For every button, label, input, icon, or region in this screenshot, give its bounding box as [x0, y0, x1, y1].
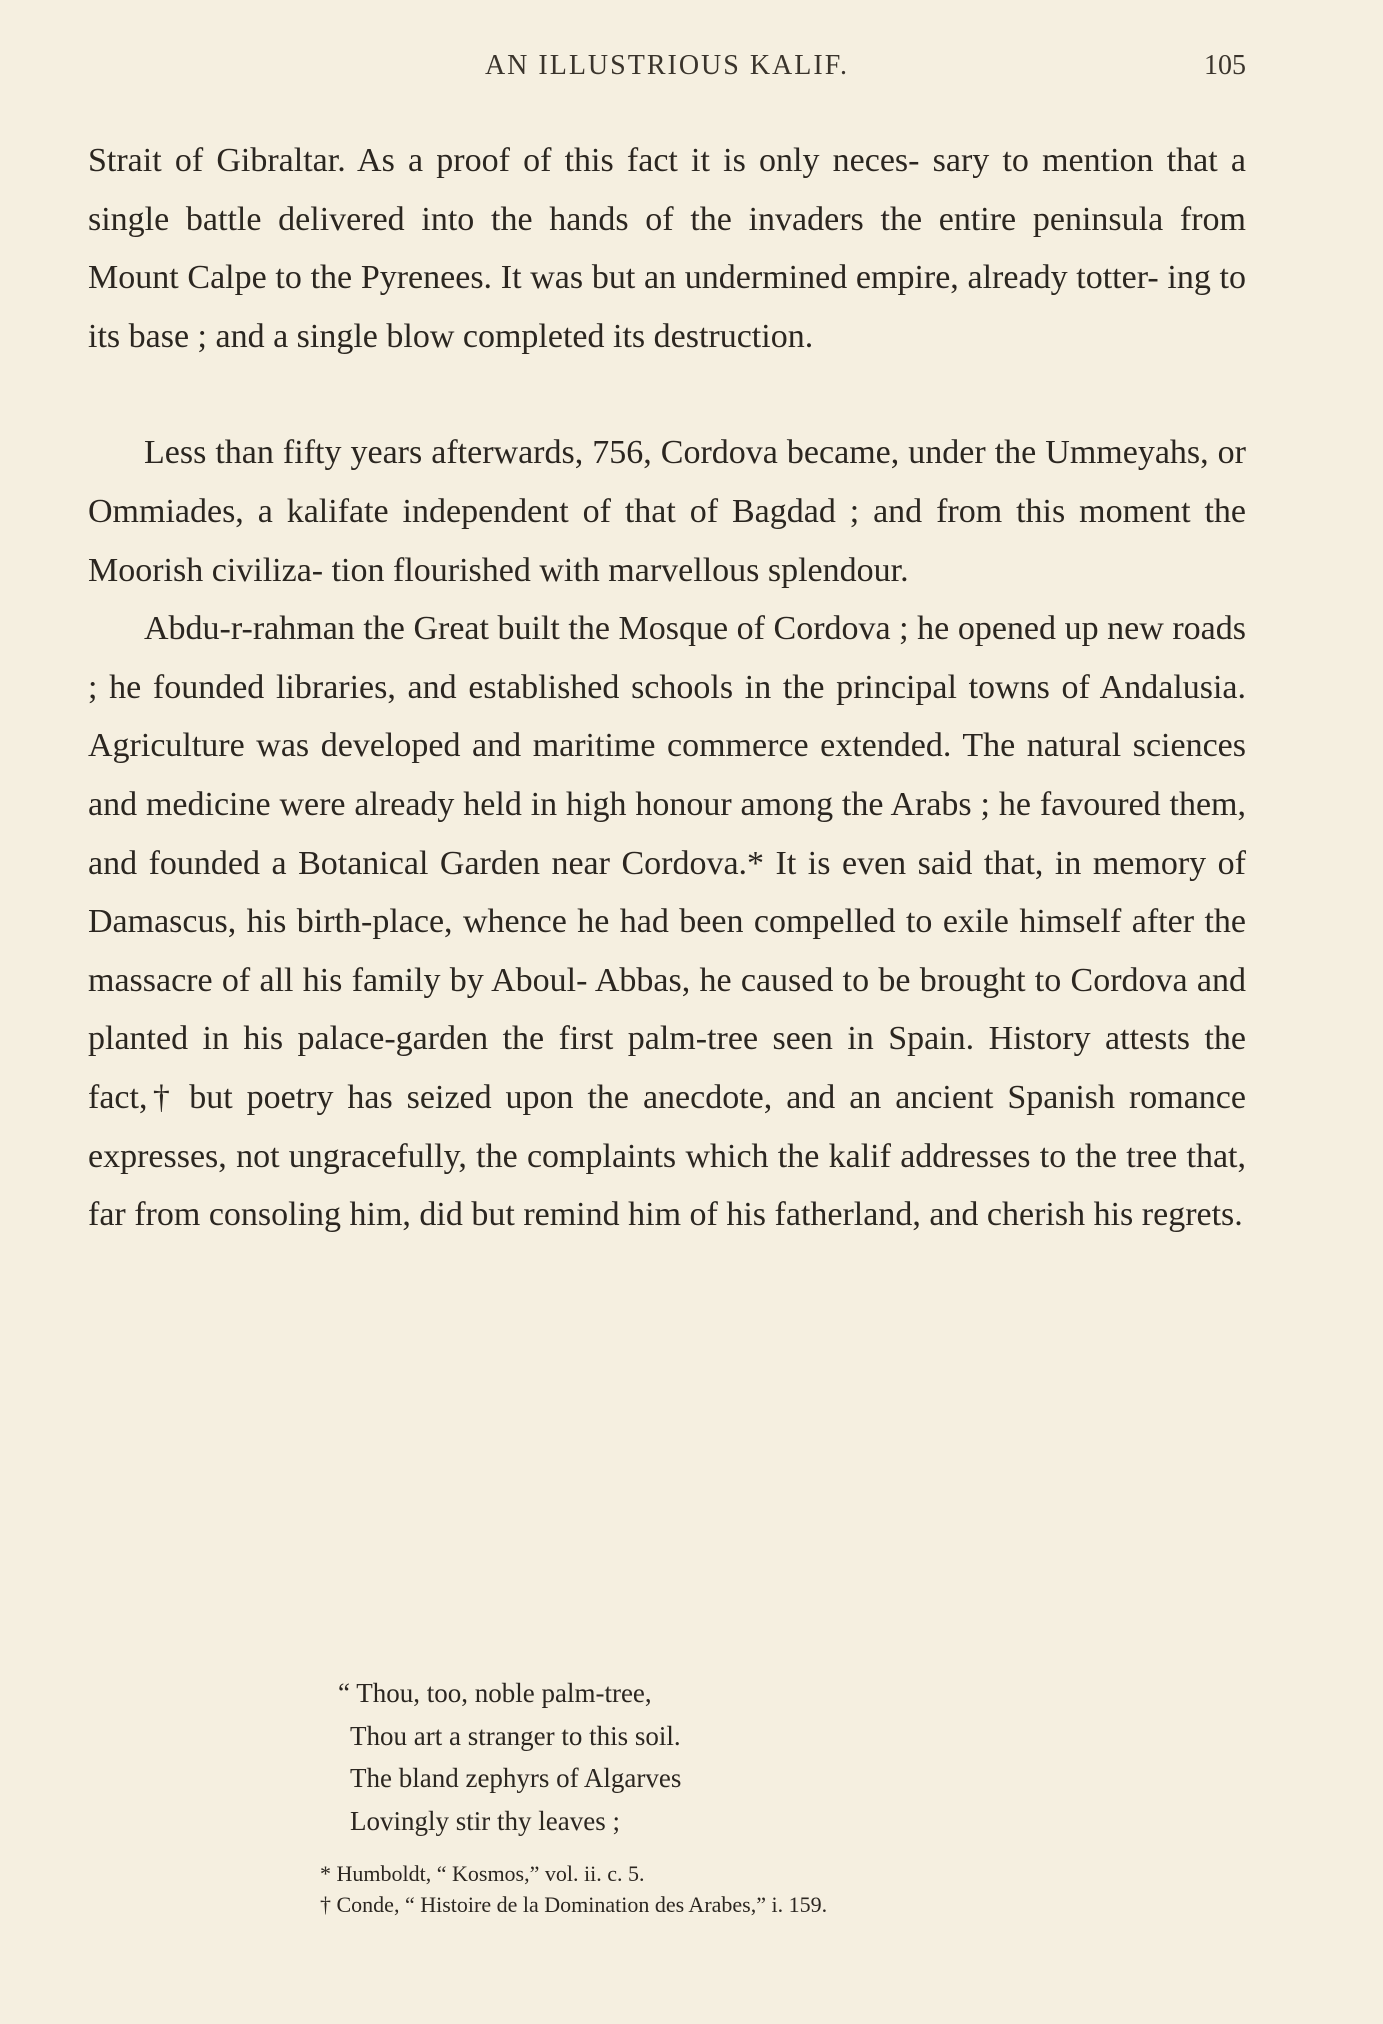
running-head: [88, 50, 1246, 90]
footnotes: [320, 1858, 1220, 1920]
footnote-conde: † Conde, “ Histoire de la Domination des Arabes,” i. 159.: [320, 1892, 828, 1917]
verse-line: Lovingly stir thy leaves ;: [350, 1805, 620, 1836]
running-title: AN ILLUSTRIOUS KALIF.: [484, 50, 850, 81]
verse-quote: [338, 1672, 1050, 1842]
verse-line: Thou art a stranger to this soil.: [350, 1720, 681, 1751]
body-text: [88, 132, 1246, 1245]
verse-line: “ Thou, too, noble palm-tree,: [338, 1678, 652, 1708]
footnote-humboldt: * Humboldt, “ Kosmos,” vol. ii. c. 5.: [320, 1861, 645, 1886]
verse-line: The bland zephyrs of Algarves: [350, 1763, 682, 1793]
paragraph-abdu-r-rahman: Abdu-r-rahman the Great built the Mosque of Cordova ; he opened up new roads ; he founded libraries, and established schools in the principal towns of Andalusia. Agriculture was developed and maritime commerce extended. The natural sciences and medicine were already held in high honour among the Arabs ; he favoured them, and founded a Botanical Garden near Cordova.* It is even said that, in memory of Damascus, his birth-place, whence he had been compelled to exile himself after the massacre of all his family by Aboul- Abbas, he caused to be brought to Cordova and planted in his palace-garden the first palm-tree seen in Spain. History attests the fact,† but poetry has seized upon the anecdote, and an ancient Spanish romance expresses, not ungracefully, the complaints which the kalif addresses to the tree that, far from consoling him, did but remind him of his fatherland, and cherish his regrets.: [88, 610, 1246, 1234]
page-number: 105: [1204, 50, 1246, 81]
paragraph-continued: Strait of Gibraltar. As a proof of this fact it is only neces- sary to mention that a single battle delivered into the hands of the invaders the entire peninsula from Mount Calpe to the Pyrenees. It was but an undermined empire, already totter- ing to its base ; and a single blow completed its destruction.: [88, 142, 1246, 355]
paragraph-cordova: Less than fifty years afterwards, 756, Cordova became, under the Ummeyahs, or Ommiades, a kalifate independent of that of Bagdad ; and from this moment the Moorish civiliza- tion flourished with marvellous splendour.: [88, 434, 1246, 589]
